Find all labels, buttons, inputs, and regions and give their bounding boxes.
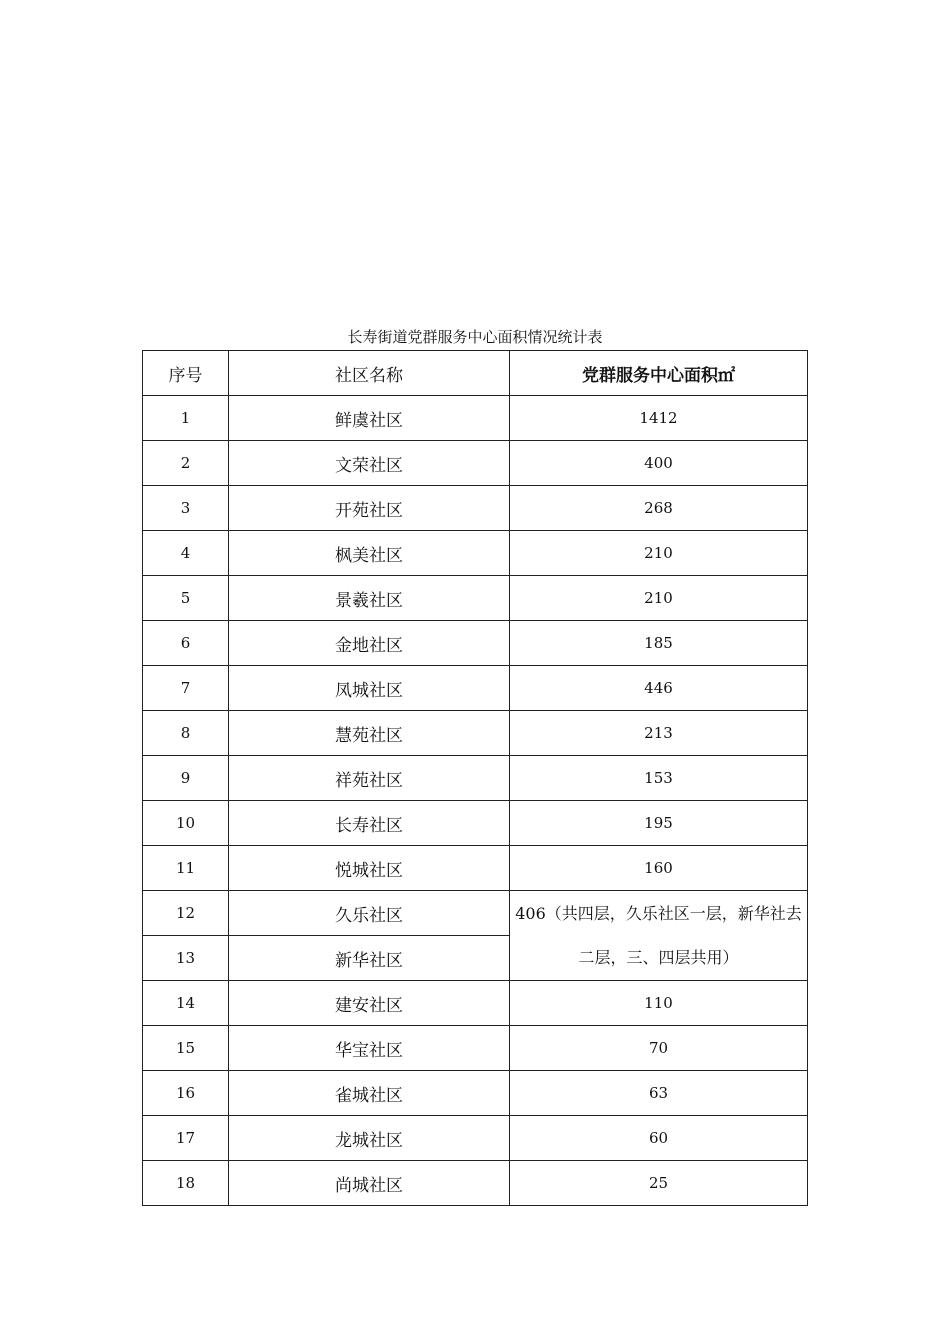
header-community-name: 社区名称 [229,351,510,396]
row-area: 63 [510,1071,808,1116]
table-row [143,531,808,576]
row-area: 160 [510,846,808,891]
row-index: 13 [143,936,229,981]
row-area: 400 [510,441,808,486]
row-community-name: 华宝社区 [229,1026,510,1071]
table-row [143,1026,808,1071]
row-index: 2 [143,441,229,486]
table-row [143,666,808,711]
row-index: 15 [143,1026,229,1071]
row-community-name: 开苑社区 [229,486,510,531]
row-index: 6 [143,621,229,666]
table-row [143,801,808,846]
row-area: 210 [510,531,808,576]
row-area: 60 [510,1116,808,1161]
row-area: 110 [510,981,808,1026]
row-index: 3 [143,486,229,531]
table-header-row [143,351,808,396]
row-index: 17 [143,1116,229,1161]
row-community-name: 凤城社区 [229,666,510,711]
row-area: 446 [510,666,808,711]
row-community-name: 尚城社区 [229,1161,510,1206]
row-index: 8 [143,711,229,756]
row-area: 70 [510,1026,808,1071]
row-community-name: 慧苑社区 [229,711,510,756]
row-area: 195 [510,801,808,846]
table-row [143,621,808,666]
row-area: 185 [510,621,808,666]
table-row [143,1071,808,1116]
row-community-name: 龙城社区 [229,1116,510,1161]
row-area: 268 [510,486,808,531]
table-row [143,891,808,936]
table-row [143,441,808,486]
row-area-shared-note: 406（共四层，久乐社区一层，新华社去二层，三、四层共用） [510,891,808,981]
row-index: 11 [143,846,229,891]
header-area: 党群服务中心面积㎡ [510,351,808,396]
table-row [143,756,808,801]
header-index: 序号 [143,351,229,396]
row-index: 7 [143,666,229,711]
area-statistics-table [142,350,808,1206]
table-row [143,1161,808,1206]
row-community-name: 鲜虞社区 [229,396,510,441]
page-title: 长寿街道党群服务中心面积情况统计表 [347,328,603,346]
row-community-name: 雀城社区 [229,1071,510,1116]
table-row [143,486,808,531]
row-index: 10 [143,801,229,846]
row-index: 14 [143,981,229,1026]
table-row [143,1116,808,1161]
table-row [143,711,808,756]
row-community-name: 枫美社区 [229,531,510,576]
row-area: 210 [510,576,808,621]
row-area: 213 [510,711,808,756]
table-row [143,396,808,441]
row-community-name: 景羲社区 [229,576,510,621]
table-row [143,981,808,1026]
row-area: 153 [510,756,808,801]
row-index: 4 [143,531,229,576]
row-area: 1412 [510,396,808,441]
row-index: 9 [143,756,229,801]
row-community-name: 文荣社区 [229,441,510,486]
row-community-name: 久乐社区 [229,891,510,936]
row-index: 16 [143,1071,229,1116]
row-community-name: 长寿社区 [229,801,510,846]
row-community-name: 新华社区 [229,936,510,981]
table-row [143,846,808,891]
row-area: 25 [510,1161,808,1206]
row-index: 1 [143,396,229,441]
row-community-name: 祥苑社区 [229,756,510,801]
table-row [143,576,808,621]
row-community-name: 悦城社区 [229,846,510,891]
row-index: 5 [143,576,229,621]
row-community-name: 建安社区 [229,981,510,1026]
row-index: 18 [143,1161,229,1206]
row-community-name: 金地社区 [229,621,510,666]
row-index: 12 [143,891,229,936]
